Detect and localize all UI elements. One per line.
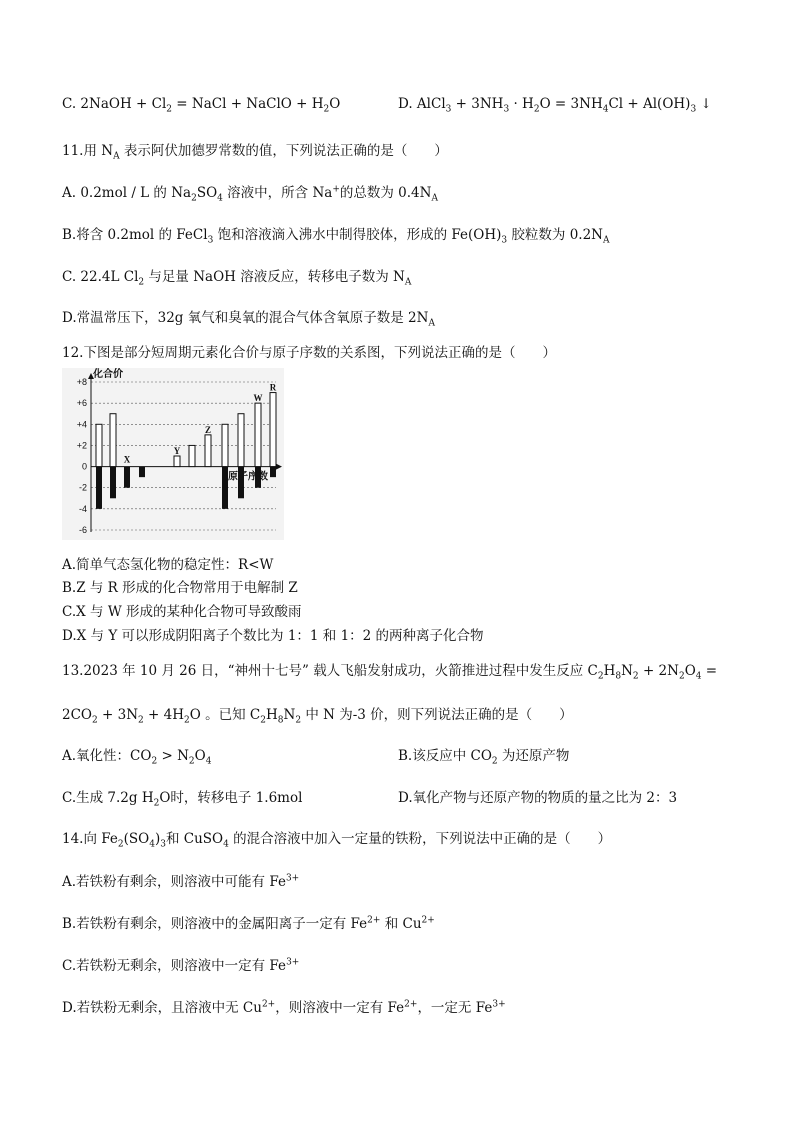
- y-tick-label: +4: [76, 419, 87, 430]
- bar-negative: [110, 467, 116, 499]
- point-label: W: [253, 393, 263, 404]
- bar-positive: [110, 414, 116, 467]
- y-tick-label: -4: [78, 503, 87, 514]
- q12-option-b: B.Z 与 R 形成的化合物常用于电解制 Z: [62, 580, 298, 596]
- y-tick-label: +2: [76, 440, 87, 451]
- q11-option-d: D.常温常压下，32g 氧气和臭氧的混合气体含氧原子数是 $2N_A$: [62, 310, 435, 329]
- bar-positive: [270, 393, 276, 467]
- point-label: R: [269, 382, 277, 393]
- q12-stem: 12.下图是部分短周期元素化合价与原子序数的关系图，下列说法正确的是（ ）: [62, 345, 556, 361]
- bar-negative: [270, 467, 276, 478]
- q12-option-d: D.X 与 Y 可以形成阴阳离子个数比为 1：1 和 1：2 的两种离子化合物: [62, 628, 484, 644]
- q14-option-c: C.若铁粉无剩余，则溶液中一定有 $Fe^{3+}$: [62, 957, 300, 974]
- bar-positive: [174, 456, 180, 467]
- y-tick-label: -6: [78, 525, 87, 535]
- q13-option-c: C.生成 7.2g $H_2O$时，转移电子 1.6mol: [62, 790, 303, 809]
- valence-chart: [62, 368, 284, 540]
- bar-positive: [222, 424, 228, 466]
- bar-positive: [238, 414, 244, 467]
- x-axis-label: 原子序数: [228, 471, 268, 483]
- y-axis-label: 化合价: [93, 369, 123, 380]
- q10-option-c: C. 2NaOH + $Cl_2$ = NaCl + NaClO + $H_2O$: [62, 96, 341, 115]
- q10-option-d: D. AlCl$_3$ + $3NH_3 \cdot H_2O = 3NH_4Cl + Al(OH)_3$ ↓: [398, 96, 712, 115]
- q11-option-b: B.将含 0.2mol 的 FeCl$_3$ 饱和溶液滴入沸水中制得胶体，形成的 $Fe(OH)_3$ 胶粒数为 $0.2N_A$: [62, 227, 610, 246]
- q12-option-c: C.X 与 W 形成的某种化合物可导致酸雨: [62, 604, 302, 620]
- q13-option-b: B.该反应中 $CO_2$ 为还原产物: [398, 748, 570, 767]
- q11-stem: 11.用 $N_A$ 表示阿伏加德罗常数的值，下列说法正确的是（ ）: [62, 143, 448, 162]
- q13-option-a: A.氧化性：$CO_2 > N_2O_4$: [62, 748, 212, 767]
- bar-negative: [124, 467, 130, 488]
- y-tick-label: -2: [78, 482, 87, 493]
- q14-option-a: A.若铁粉有剩余，则溶液中可能有 $Fe^{3+}$: [62, 873, 300, 890]
- q13-stem-line1: 13.2023 年 10 月 26 日，“神州十七号” 载人飞船发射成功，火箭推进过程中发生反应 $C_2H_8N_2 + 2N_2O_4$ =: [62, 663, 718, 682]
- bar-negative: [139, 467, 145, 478]
- bar-positive: [255, 403, 261, 466]
- bar-positive: [96, 424, 102, 466]
- y-tick-label: +6: [76, 398, 87, 409]
- y-tick-label: +8: [76, 377, 87, 387]
- bar-positive: [205, 435, 211, 467]
- q11-option-a: A. 0.2mol / L 的 $Na_2SO_4$ 溶液中，所含 Na+的总数为 $0.4N_A$: [62, 184, 438, 204]
- point-label: X: [123, 454, 131, 465]
- point-label: Z: [204, 424, 212, 435]
- chart-bars: [96, 393, 276, 509]
- chart-labels: [77, 368, 277, 535]
- q14-option-d: D.若铁粉无剩余，且溶液中无 $Cu^{2+}$，则溶液中一定有 $Fe^{2+}$，一定无 $Fe^{3+}$: [62, 999, 506, 1016]
- y-tick-label: 0: [81, 461, 87, 472]
- chart-grid: [91, 382, 276, 530]
- chart-svg: [62, 368, 284, 540]
- x-axis-arrow: [276, 464, 282, 470]
- bar-positive: [189, 445, 195, 466]
- bar-negative: [96, 467, 102, 509]
- q11-option-c: C. 22.4L $Cl_2$ 与足量 NaOH 溶液反应，转移电子数为 $N_A$: [62, 269, 412, 288]
- q12-option-a: A.简单气态氢化物的稳定性：R<W: [62, 557, 274, 573]
- q14-option-b: B.若铁粉有剩余，则溶液中的金属阳离子一定有 $Fe^{2+}$ 和 $Cu^{2+}$: [62, 915, 435, 932]
- point-label: Y: [173, 446, 181, 456]
- q13-option-d: D.氧化产物与还原产物的物质的量之比为 2：3: [398, 790, 678, 806]
- q14-stem: 14.向 $Fe_2(SO_4)_3$和 CuSO$_4$ 的混合溶液中加入一定量的铁粉，下列说法中正确的是（ ）: [62, 831, 612, 850]
- q13-stem-line2: $2CO_2 + 3N_2 + 4H_2O$ 。已知 $C_2H_8N_2$ 中 N 为-3 价，则下列说法正确的是（ ）: [62, 707, 573, 726]
